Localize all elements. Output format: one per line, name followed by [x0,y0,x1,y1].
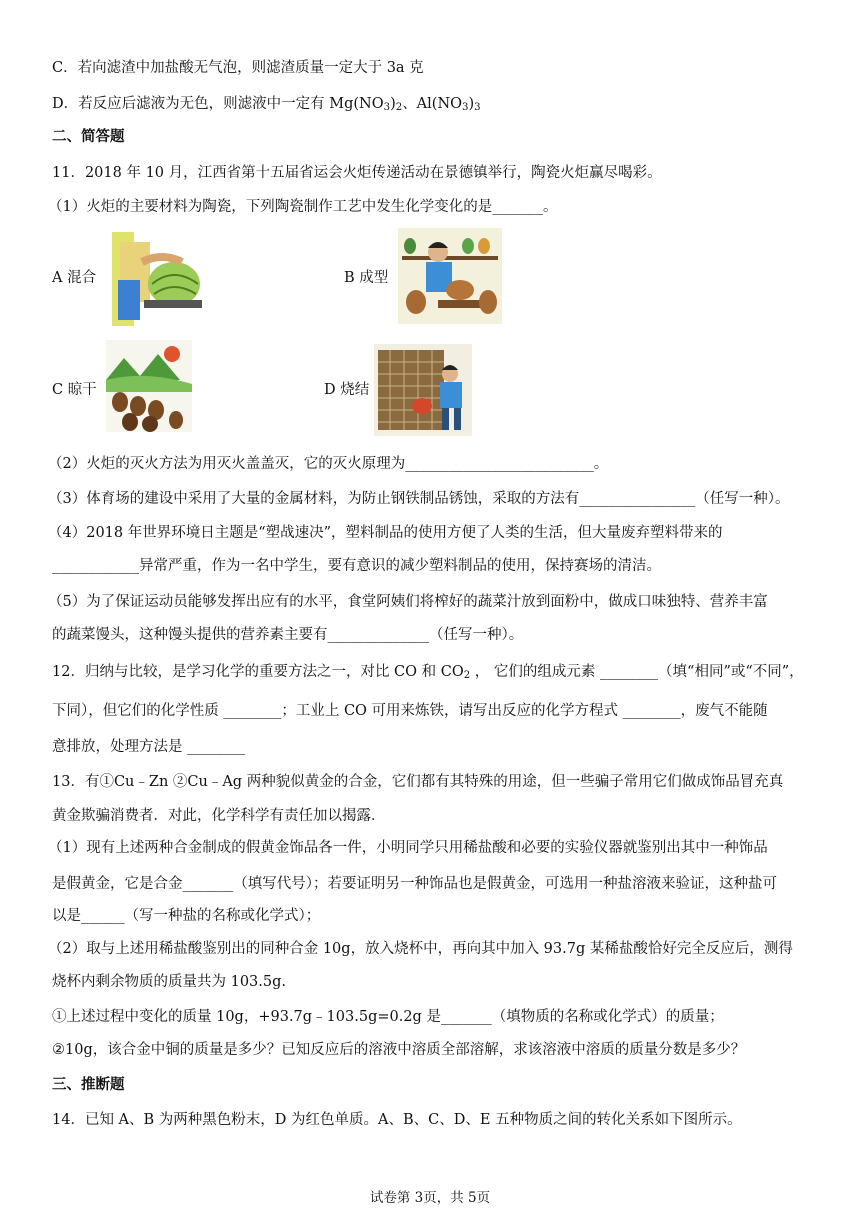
question-11-2: （2）火炬的灭火方法为用灭火盖盖灭，它的灭火原理为__________________________。 [48,456,609,472]
question-13-2b: 烧杯内剩余物质的质量共为 103.5g. [52,974,287,990]
option-d-text: 、Al(NO [402,96,463,112]
question-11: 11．2018 年 10 月，江西省第十五届省运会火炬传递活动在景德镇举行，陶瓷火炬赢尽喝彩。 [52,165,662,181]
question-11-4b: ____________异常严重，作为一名中学生，要有意识的减少塑料制品的使用，保持赛场的清洁。 [52,558,661,574]
question-11-4a: （4）2018 年世界环境日主题是“塑战速决”，塑料制品的使用方便了人类的生活，但大量废弃塑料带来的 [48,525,723,541]
sub: 3 [383,102,391,113]
question-11-1: （1）火炬的主要材料为陶瓷，下列陶瓷制作工艺中发生化学变化的是_______。 [48,199,558,215]
question-12c: 意排放，处理方法是 ________ [52,739,246,755]
question-13a: 13．有①Cu﹣Zn ②Cu﹣Ag 两种貌似黄金的合金，它们都有其特殊的用途，但一些骗子常用它们做成饰品冒充真 [52,774,784,790]
question-13-1a: （1）现有上述两种合金制成的假黄金饰品各一件，小明同学只用稀盐酸和必要的实验仪器就鉴别出其中一种饰品 [48,840,768,856]
question-12-text: ， 它们的组成元素 ________（填“相同”或“不同”， [470,664,804,680]
shaping-illustration [398,228,502,324]
option-d [52,94,481,118]
drying-illustration [106,340,192,432]
question-12-text: 12．归纳与比较，是学习化学的重要方法之一，对比 CO 和 CO [52,664,464,680]
sub: 3 [462,102,469,113]
sub: 2 [463,670,471,681]
option-b-label: B 成型 [344,270,389,286]
sub: 3 [474,102,481,113]
question-12b: 下同），但它们的化学性质 ________；工业上 CO 可用来炼铁，请写出反应的化学方程式 ________，废气不能随 [52,703,768,719]
question-13-c2: ②10g，该合金中铜的质量是多少？已知反应后的溶液中溶质全部溶解，求该溶液中溶质的质量分数是多少？ [52,1042,746,1058]
firing-illustration [374,344,472,436]
question-13b: 黄金欺骗消费者．对此，化学科学有责任加以揭露． [52,808,386,824]
mixing-illustration [112,232,210,326]
question-12a [52,662,804,686]
question-13-1b: 是假黄金，它是合金_______（填写代号）；若要证明另一种饰品也是假黄金，可选用一种盐溶液来验证，这种盐可 [52,876,777,892]
section-heading-2: 二、简答题 [52,128,125,145]
question-11-3: （3）体育场的建设中采用了大量的金属材料，为防止钢铁制品锈蚀，采取的方法有________________（任写一种）。 [48,491,790,507]
option-c: C．若向滤渣中加盐酸无气泡，则滤渣质量一定大于 3a 克 [52,60,424,76]
question-13-c1: ①上述过程中变化的质量 10g，+93.7g﹣103.5g=0.2g 是_______（填物质的名称或化学式）的质量； [52,1009,724,1025]
option-d-text: D．若反应后滤液为无色，则滤液中一定有 Mg(NO [52,96,384,112]
question-13-2a: （2）取与上述用稀盐酸鉴别出的同种合金 10g，放入烧杯中，再向其中加入 93.7g 某稀盐酸恰好完全反应后，测得 [48,941,793,957]
question-14: 14．已知 A、B 为两种黑色粉末，D 为红色单质。A、B、C、D、E 五种物质之间的转化关系如下图所示。 [52,1112,742,1128]
question-11-5b: 的蔬菜馒头，这种馒头提供的营养素主要有______________（任写一种）。 [52,627,524,643]
question-13-1c: 以是______（写一种盐的名称或化学式）； [52,908,321,924]
option-c-label: C 晾干 [52,382,97,398]
page-footer: 试卷第 3页，共 5页 [369,1190,491,1206]
option-d-text: ) [468,96,475,112]
sub: 2 [395,102,403,113]
question-11-5a: （5）为了保证运动员能够发挥出应有的水平，食堂阿姨们将榨好的蔬菜汁放到面粉中，做成口味独特、营养丰富 [48,594,768,610]
option-a-label: A 混合 [52,270,97,286]
section-heading-3: 三、推断题 [52,1076,125,1093]
option-d-label: D 烧结 [324,382,370,398]
option-d-text: ) [390,96,396,112]
